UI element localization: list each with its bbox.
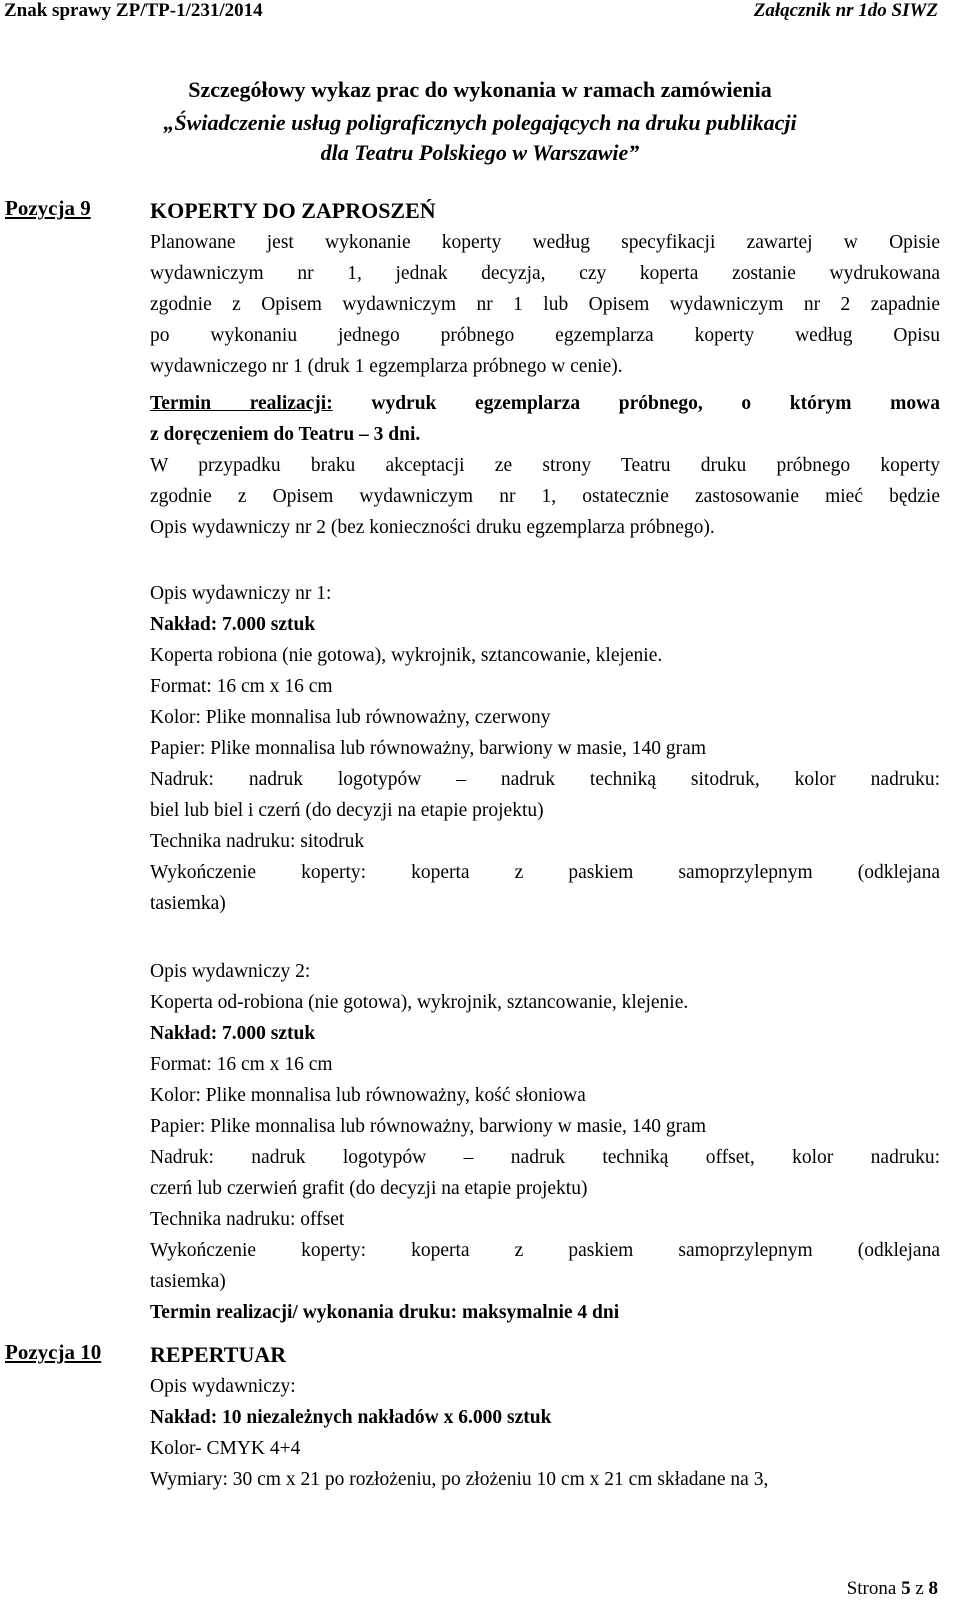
position-9-heading: KOPERTY DO ZAPROSZEŃ xyxy=(150,198,436,223)
position-10-label: Pozycja 10 xyxy=(5,1340,102,1364)
intro-line: zgodnie z Opisem wydawniczym nr 1 lub Opisem wydawniczym nr 2 zapadnie xyxy=(150,294,940,315)
term-text: wydruk egzemplarza próbnego, o którym mowa xyxy=(371,393,941,414)
desc1-construction: Koperta robiona (nie gotowa), wykrojnik, sztancowanie, klejenie. xyxy=(150,645,663,666)
desc2-finish-2: tasiemka) xyxy=(150,1271,226,1292)
page-prefix: Strona xyxy=(846,1578,897,1599)
term-line xyxy=(150,388,940,419)
position-10-body xyxy=(150,1339,940,1495)
page-sep: z xyxy=(915,1578,924,1599)
position-9-deadline: Termin realizacji/ wykonania druku: maksymalnie 4 dni xyxy=(150,1302,620,1323)
desc2-print-2: czerń lub czerwień grafit (do decyzji na etapie projektu) xyxy=(150,1178,588,1199)
position-10-heading: REPERTUAR xyxy=(150,1342,287,1367)
page-total: 8 xyxy=(928,1578,938,1599)
page-number xyxy=(847,1578,938,1600)
attachment-label: Załącznik nr 1do SIWZ xyxy=(753,0,938,21)
term-line-2: z doręczeniem do Teatru – 3 dni. xyxy=(150,424,421,445)
desc1-run: Nakład: 7.000 sztuk xyxy=(150,614,316,635)
desc1-print-2: biel lub biel i czerń (do decyzji na etapie projektu) xyxy=(150,800,544,821)
fallback-line: Opis wydawniczy nr 2 (bez konieczności druku egzemplarza próbnego). xyxy=(150,517,715,538)
desc2-paper: Papier: Plike monnalisa lub równoważny, barwiony w masie, 140 gram xyxy=(150,1116,706,1137)
desc2-finish: Wykończenie koperty: koperta z paskiem samoprzylepnym (odklejana xyxy=(150,1240,940,1261)
desc1-finish: Wykończenie koperty: koperta z paskiem samoprzylepnym (odklejana xyxy=(150,862,940,883)
desc1-technique: Technika nadruku: sitodruk xyxy=(150,831,365,852)
desc2-technique: Technika nadruku: offset xyxy=(150,1209,345,1230)
page-current: 5 xyxy=(901,1578,911,1599)
desc2-run: Nakład: 7.000 sztuk xyxy=(150,1023,316,1044)
desc1-paper: Papier: Plike monnalisa lub równoważny, barwiony w masie, 140 gram xyxy=(150,738,706,759)
pos10-dimensions: Wymiary: 30 cm x 21 po rozłożeniu, po złożeniu 10 cm x 21 cm składane na 3, xyxy=(150,1469,769,1490)
intro-line: Planowane jest wykonanie koperty według specyfikacji zawartej w Opisie xyxy=(150,232,940,253)
desc2-color: Kolor: Plike monnalisa lub równoważny, kość słoniowa xyxy=(150,1085,586,1106)
desc1-print: Nadruk: nadruk logotypów – nadruk techniką sitodruk, kolor nadruku: xyxy=(150,769,940,790)
fallback-line: zgodnie z Opisem wydawniczym nr 1, ostatecznie zastosowanie mieć będzie xyxy=(150,486,940,507)
intro-line: po wykonaniu jednego próbnego egzemplarza koperty według Opisu xyxy=(150,325,940,346)
pos10-color: Kolor- CMYK 4+4 xyxy=(150,1438,301,1459)
document-title-line3: dla Teatru Polskiego w Warszawie” xyxy=(320,140,640,165)
position-9-label: Pozycja 9 xyxy=(5,196,91,220)
desc2-format: Format: 16 cm x 16 cm xyxy=(150,1054,333,1075)
desc2-print: Nadruk: nadruk logotypów – nadruk techniką offset, kolor nadruku: xyxy=(150,1147,940,1168)
document-title-line1: Szczegółowy wykaz prac do wykonania w ramach zamówienia xyxy=(188,77,772,102)
desc2-construction: Koperta od-robiona (nie gotowa), wykrojnik, sztancowanie, klejenie. xyxy=(150,992,689,1013)
desc2-title: Opis wydawniczy 2: xyxy=(150,961,311,982)
fallback-line: W przypadku braku akceptacji ze strony Teatru druku próbnego koperty xyxy=(150,455,940,476)
case-number: Znak sprawy ZP/TP-1/231/2014 xyxy=(4,0,263,21)
position-9-body xyxy=(150,195,940,1328)
term-label: Termin realizacji: xyxy=(150,393,333,414)
document-title-line2: „Świadczenie usług poligraficznych polegających na druku publikacji xyxy=(163,110,797,135)
intro-line: wydawniczym nr 1, jednak decyzja, czy koperta zostanie wydrukowana xyxy=(150,263,940,284)
desc1-title: Opis wydawniczy nr 1: xyxy=(150,583,332,604)
pos10-run: Nakład: 10 niezależnych nakładów x 6.000 sztuk xyxy=(150,1407,552,1428)
pos10-desc-title: Opis wydawniczy: xyxy=(150,1376,296,1397)
desc1-color: Kolor: Plike monnalisa lub równoważny, czerwony xyxy=(150,707,551,728)
desc1-format: Format: 16 cm x 16 cm xyxy=(150,676,333,697)
desc1-finish-2: tasiemka) xyxy=(150,893,226,914)
intro-line: wydawniczego nr 1 (druk 1 egzemplarza próbnego w cenie). xyxy=(150,356,623,377)
